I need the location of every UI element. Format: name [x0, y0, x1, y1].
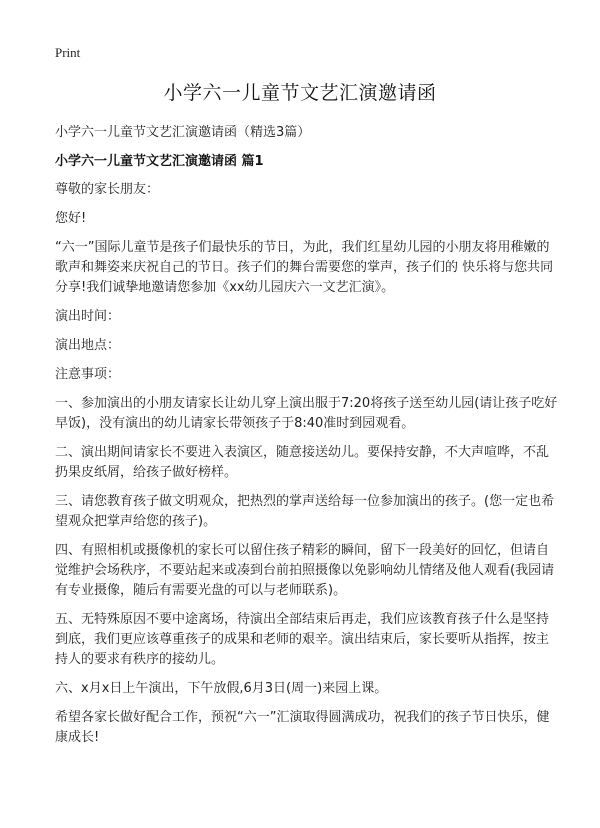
note-item-5: 五、无特殊原因不要中途离场，待演出全部结束后再走，我们应该教育孩子什么是坚持到底，我们更应该尊重孩子的成果和老师的艰辛。演出结束后，家长要听从指挥，按主持人的要求有秩序的接幼儿。: [55, 612, 550, 667]
salutation: 尊敬的家长朋友：: [55, 182, 160, 197]
note-item-4: 四、有照相机或摄像机的家长可以留住孩子精彩的瞬间，留下一段美好的回忆，但请自觉维护会场秩序，不要站起来或凑到台前拍照摄像以免影响幼儿情绪及他人观看(我园请有专业摄像，随后有需要光盘的可以与老师联系)。: [55, 543, 555, 598]
print-link[interactable]: Print: [55, 45, 81, 60]
note-item-3: 三、请您教育孩子做文明观众，把热烈的掌声送给每一位参加演出的孩子。(您一定也希望观众把掌声给您的孩子)。: [55, 494, 555, 529]
performance-location: 演出地点：: [55, 338, 121, 353]
document-subtitle: 小学六一儿童节文艺汇演邀请函（精选3篇）: [55, 125, 311, 140]
greeting: 您好!: [55, 211, 87, 226]
intro-paragraph: “六一”国际儿童节是孩子们最快乐的节日，为此，我们红星幼儿园的小朋友将用稚嫩的歌声和舞姿来庆祝自己的节日。孩子们的舞台需要您的掌声，孩子们的 快乐将与您共同分享!我们诚挚地邀请您参加《xx幼儿园庆六一文艺汇演》。: [55, 240, 554, 295]
performance-time: 演出时间：: [55, 309, 121, 324]
letter-body: [55, 180, 560, 757]
note-item-1: 一、参加演出的小朋友请家长让幼儿穿上演出服于7:20将孩子送至幼儿园(请让孩子吃好早饭)，没有演出的幼儿请家长带领孩子于8:40准时到园观看。: [55, 396, 558, 431]
note-item-6: 六、x月x日上午演出，下午放假,6月3日(周一)来园上课。: [55, 681, 388, 696]
notes-heading: 注意事项：: [55, 367, 121, 382]
note-item-2: 二、演出期间请家长不要进入表演区，随意接送幼儿。要保持安静，不大声喧哗，不乱扔果皮纸屑，给孩子做好榜样。: [55, 445, 550, 480]
section-heading: 小学六一儿童节文艺汇演邀请函 篇1: [55, 154, 264, 169]
closing-paragraph: 希望各家长做好配合工作，预祝“六一”汇演取得圆满成功，祝我们的孩子节日快乐，健康成长!: [55, 710, 550, 745]
document-title: 小学六一儿童节文艺汇演邀请函: [163, 82, 437, 104]
